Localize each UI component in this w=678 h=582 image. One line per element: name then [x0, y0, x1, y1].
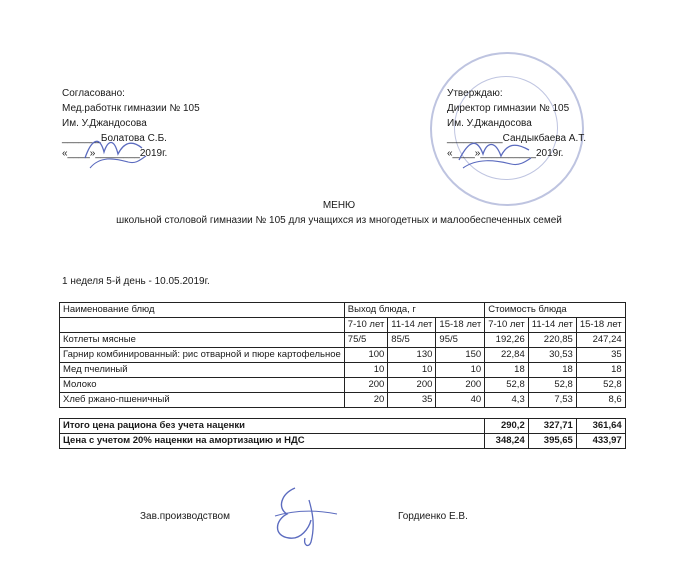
- table-row: [60, 333, 626, 348]
- cost-value: 30,53: [528, 348, 576, 363]
- yield-value: 200: [436, 378, 485, 393]
- handwritten-signature-footer: [265, 480, 345, 550]
- yield-value: 130: [388, 348, 436, 363]
- yield-value: 100: [344, 348, 388, 363]
- handwritten-signature-left: [80, 130, 150, 170]
- yield-value: 10: [388, 363, 436, 378]
- production-manager-title: Зав.производством: [140, 511, 230, 522]
- age-row-spacer: [60, 318, 345, 333]
- approval-left-line1: Согласовано:: [62, 88, 125, 99]
- approval-right-line1: Утверждаю:: [447, 88, 503, 99]
- cost-value: 192,26: [485, 333, 529, 348]
- menu-heading: МЕНЮ: [322, 200, 356, 211]
- production-manager-name: Гордиенко Е.В.: [398, 511, 468, 522]
- total-row: [60, 434, 626, 449]
- approval-left-line2: Мед.работнк гимназии № 105: [62, 103, 200, 114]
- dish-name: Хлеб ржано-пшеничный: [60, 393, 345, 408]
- table-row: [60, 393, 626, 408]
- age-header: 11-14 лет: [528, 318, 576, 333]
- yield-value: 200: [344, 378, 388, 393]
- yield-value: 200: [388, 378, 436, 393]
- cost-value: 52,8: [485, 378, 529, 393]
- yield-value: 10: [344, 363, 388, 378]
- cost-value: 7,53: [528, 393, 576, 408]
- total-label: Цена с учетом 20% наценки на амортизацию и НДС: [60, 434, 485, 449]
- cost-value: 18: [576, 363, 625, 378]
- table-row: [60, 363, 626, 378]
- total-value: 327,71: [528, 419, 576, 434]
- approval-right-line3: Им. У.Джандосова: [447, 118, 532, 129]
- dish-name: Гарнир комбинированный: рис отварной и пюре картофельное: [60, 348, 345, 363]
- yield-value: 75/5: [344, 333, 388, 348]
- total-row: [60, 419, 626, 434]
- total-label: Итого цена рациона без учета наценки: [60, 419, 485, 434]
- header-dish-name: Наименование блюд: [60, 303, 345, 318]
- document-title: [0, 200, 678, 226]
- yield-value: 150: [436, 348, 485, 363]
- cost-value: 52,8: [528, 378, 576, 393]
- table-header-row: [60, 303, 626, 318]
- cost-value: 52,8: [576, 378, 625, 393]
- total-value: 433,97: [576, 434, 625, 449]
- age-header: 7-10 лет: [485, 318, 529, 333]
- table-row: [60, 348, 626, 363]
- approval-right-line5: «____»__________2019г.: [447, 148, 564, 159]
- dish-name: Мед пчелиный: [60, 363, 345, 378]
- spacer-cell: [60, 408, 626, 419]
- menu-subheading: школьной столовой гимназии № 105 для учащихся из многодетных и малообеспеченных семей: [116, 215, 562, 226]
- yield-value: 85/5: [388, 333, 436, 348]
- cost-value: 247,24: [576, 333, 625, 348]
- approval-right-line4: __________Сандыкбаева А.Т.: [447, 133, 587, 144]
- header-yield: Выход блюда, г: [344, 303, 484, 318]
- week-day-line: 1 неделя 5-й день - 10.05.2019г.: [62, 276, 210, 287]
- dish-name: Котлеты мясные: [60, 333, 345, 348]
- handwritten-signature-right: [455, 130, 535, 172]
- approval-right-line2: Директор гимназии № 105: [447, 103, 570, 114]
- total-value: 361,64: [576, 419, 625, 434]
- header-cost: Стоимость блюда: [485, 303, 625, 318]
- age-header: 11-14 лет: [388, 318, 436, 333]
- cost-value: 35: [576, 348, 625, 363]
- approval-left-line5: «____»________2019г.: [62, 148, 168, 159]
- table-age-row: [60, 318, 626, 333]
- total-value: 348,24: [485, 434, 529, 449]
- approval-left-line3: Им. У.Джандосова: [62, 118, 147, 129]
- menu-table: [59, 302, 626, 449]
- approval-left-line4: _______Болатова С.Б.: [62, 133, 167, 144]
- table-row: [60, 378, 626, 393]
- yield-value: 35: [388, 393, 436, 408]
- age-header: 15-18 лет: [436, 318, 485, 333]
- yield-value: 20: [344, 393, 388, 408]
- yield-value: 95/5: [436, 333, 485, 348]
- yield-value: 40: [436, 393, 485, 408]
- cost-value: 8,6: [576, 393, 625, 408]
- cost-value: 18: [528, 363, 576, 378]
- table-spacer-row: [60, 408, 626, 419]
- age-header: 7-10 лет: [344, 318, 388, 333]
- total-value: 290,2: [485, 419, 529, 434]
- total-value: 395,65: [528, 434, 576, 449]
- cost-value: 18: [485, 363, 529, 378]
- dish-name: Молоко: [60, 378, 345, 393]
- cost-value: 220,85: [528, 333, 576, 348]
- yield-value: 10: [436, 363, 485, 378]
- cost-value: 4,3: [485, 393, 529, 408]
- cost-value: 22,84: [485, 348, 529, 363]
- age-header: 15-18 лет: [576, 318, 625, 333]
